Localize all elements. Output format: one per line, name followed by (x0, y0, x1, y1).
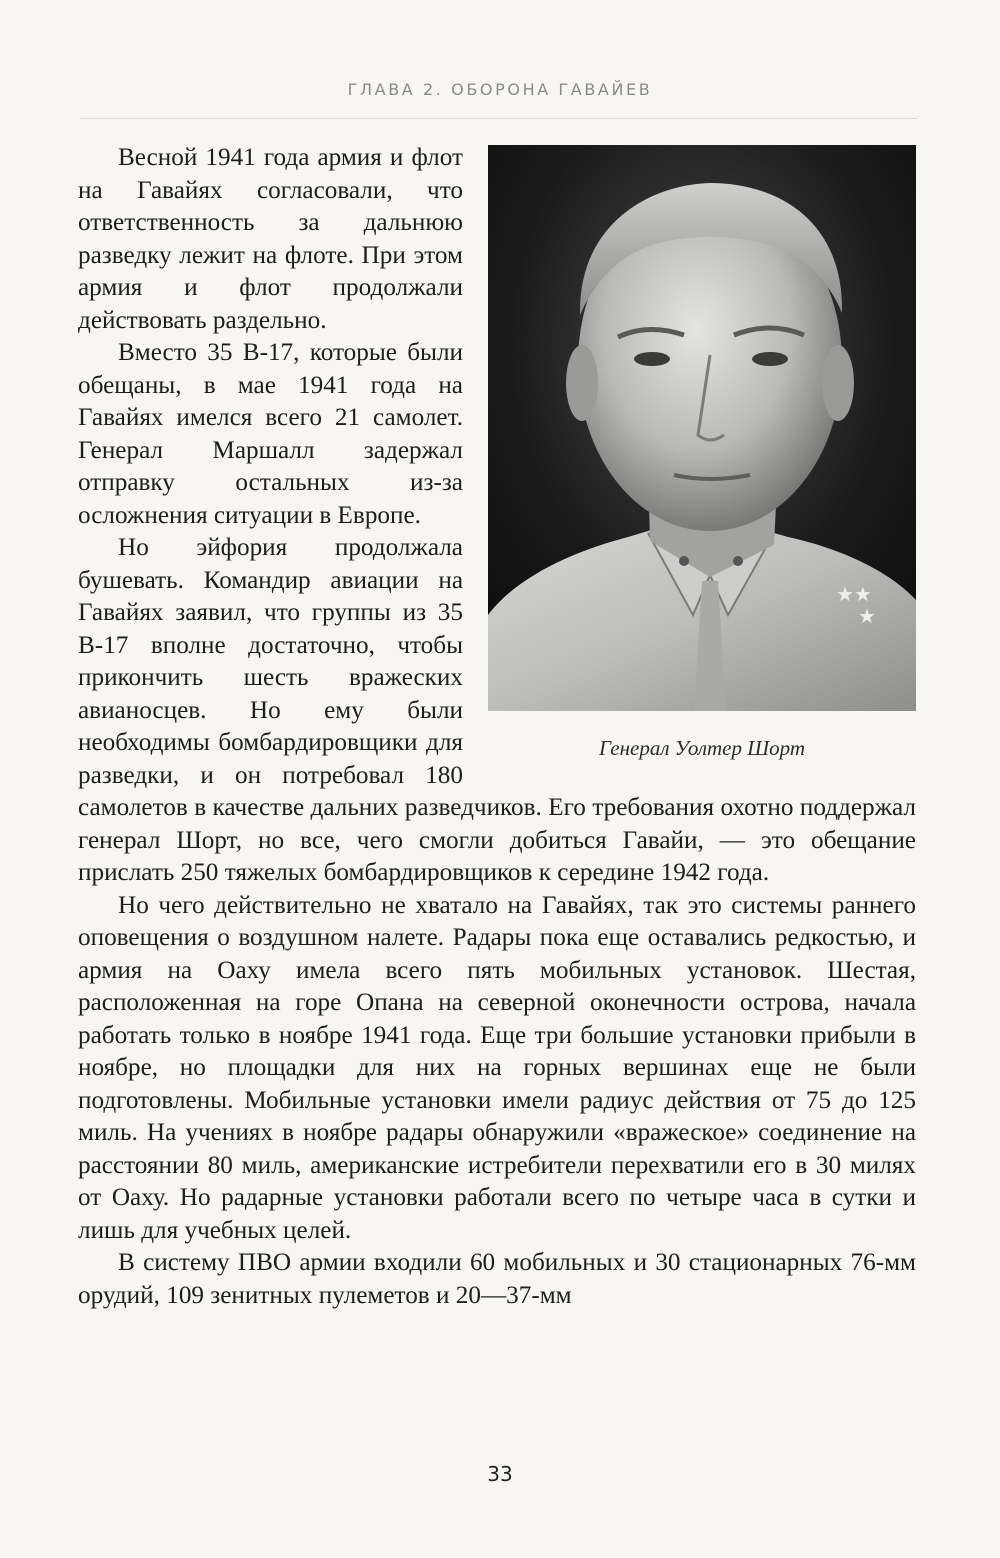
paragraph: Весной 1941 года армия и флот на Гавайях согласовали, что ответственность за дальнюю разведку лежит на флоте. При этом армия и флот продолжали действовать раздельно. (78, 144, 463, 334)
figure (488, 145, 916, 761)
svg-text:★★: ★★ (836, 582, 872, 606)
portrait-photo-icon (488, 145, 916, 711)
text-column (78, 142, 916, 1312)
paragraph: Вместо 35 B-17, которые были обещаны, в мае 1941 года на Гавайях имелся всего 21 самолет. Генерал Маршалл задержал отправку остальных из-за осложнения ситуации в Европе. (78, 339, 463, 529)
paragraph: Но чего действительно не хватало на Гавайях, так это системы раннего оповещения о воздушном налете. Радары пока еще оставались редкостью, и армия на Оаху имела всего пять мобильных установок. Шестая, расположенная на горе Опана на северной оконечности острова, начала работать только в ноябре 1941 года. Еще три большие установки прибыли в ноябре, но площадки для них на горных вершинах еще не были подготовлены. Мобильные установки имели радиус действия от 75 до 125 миль. На учениях в ноябре радары обнаружили «вражеское» соединение на расстоянии 80 миль, американские истребители перехватили его в 30 милях от Оаху. Но радарные установки работали всего по четыре часа в сутки и лишь для учебных целей. (78, 891, 916, 1244)
svg-text:★: ★ (858, 604, 876, 628)
page-number: 33 (487, 1462, 513, 1486)
header-rule (80, 118, 918, 119)
paragraph: Но эйфория продолжала бушевать. Командир авиации на Гавайях заявил, что группы из 35 B-17 вполне достаточно, чтобы прикончить шесть вражеских авианосцев. Но ему были необходимы бомбардировщики для разведки, и он потребовал 180 самолетов в качестве дальних разведчиков. Его требования охотно поддержал генерал Шорт, но все, чего смогли добиться Гавайи, — это обещание прислать 250 тяжелых бомбардировщиков к середине 1942 года. (78, 534, 916, 886)
running-head: ГЛАВА 2. ОБОРОНА ГАВАЙЕВ (347, 80, 653, 99)
paragraph: В систему ПВО армии входили 60 мобильных и 30 стационарных 76-мм орудий, 109 зенитных пулеметов и 20—37-мм (78, 1249, 916, 1309)
figure-caption: Генерал Уолтер Шорт (598, 736, 806, 760)
